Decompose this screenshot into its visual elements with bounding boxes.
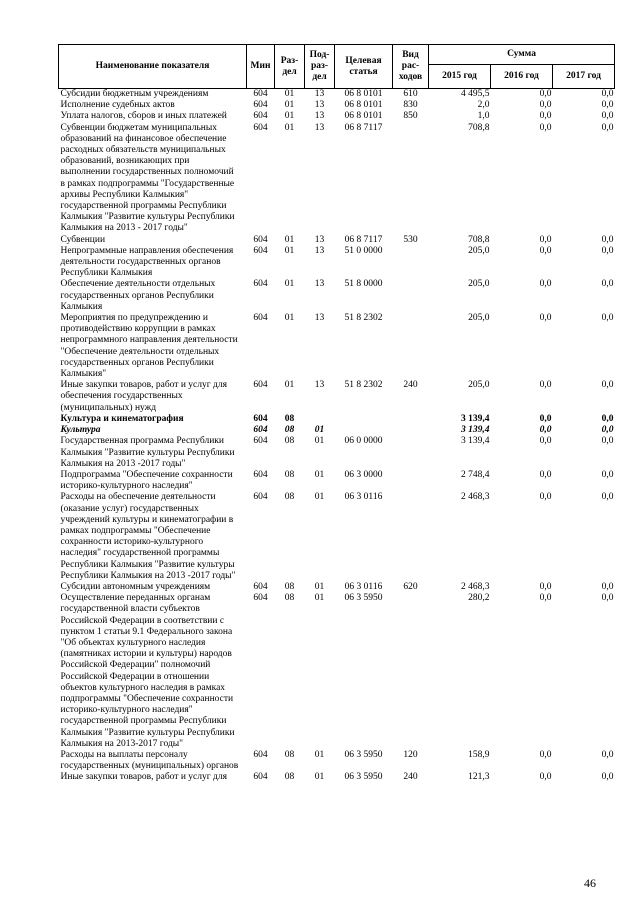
header-summa: Сумма bbox=[429, 45, 615, 65]
row-target: 51 0 0000 bbox=[344, 245, 383, 256]
row-vid: 530 bbox=[403, 234, 418, 245]
row-target: 06 3 5950 bbox=[344, 749, 383, 760]
row-target bbox=[335, 414, 393, 425]
row-sum-2016: 0,0 bbox=[539, 100, 552, 111]
row-name: Подпрограмма "Обеспечение сохранности историко-культурного наследия" bbox=[60, 469, 233, 492]
row-min: 604 bbox=[253, 413, 268, 424]
row-min: 604 bbox=[253, 772, 268, 783]
row-podrazdel: 13 bbox=[314, 245, 325, 256]
header-vid: Вид рас- ходов bbox=[393, 45, 429, 89]
row-razdel: 08 bbox=[284, 581, 295, 592]
row-name: Непрограммные направления обеспечения деятельности государственных органов Республики Калмыкия bbox=[60, 245, 234, 279]
row-sum-2017: 0,0 bbox=[601, 425, 614, 436]
table-row bbox=[59, 772, 615, 783]
row-sum-2015: 2 468,3 bbox=[461, 581, 490, 592]
row-razdel: 01 bbox=[284, 279, 295, 290]
header-2015: 2015 год bbox=[429, 65, 491, 89]
row-sum-2015: 205,0 bbox=[468, 313, 490, 324]
row-target: 06 3 0116 bbox=[344, 581, 383, 592]
page-number: 46 bbox=[584, 876, 596, 890]
row-sum-2017: 0,0 bbox=[601, 89, 614, 99]
row-sum-2016: 0,0 bbox=[539, 413, 552, 424]
row-sum-2015: 205,0 bbox=[468, 279, 490, 290]
header-min: Мин bbox=[247, 45, 275, 89]
table-row bbox=[59, 436, 615, 470]
row-sum-2015: 158,9 bbox=[468, 749, 490, 760]
row-podrazdel: 01 bbox=[314, 425, 325, 436]
row-name: Государственная программа Республики Калмыкия "Развитие культуры Республики Калмыкия на 2013 -2017 годы" bbox=[60, 436, 235, 469]
row-vid: 240 bbox=[403, 772, 418, 783]
row-podrazdel: 01 bbox=[314, 492, 325, 503]
row-sum-2017: 0,0 bbox=[601, 234, 614, 245]
row-name: Расходы на обеспечение деятельности (оказание услуг) государственных учреждений культуры и кинематографии в рамках подпрограммы "Обеспечение сохранности историко-культурного наследия" государственной программы Республики Калмыкия "Развитие культуры Республики Калмыкия на 2013 -2017 годы" bbox=[60, 492, 236, 581]
row-name: Культура и кинематография bbox=[60, 413, 184, 424]
row-name: Субвенции бюджетам муниципальных образований на финансовое обеспечение расходных обязательств муниципальных образований, возникающих при выполнении государственных полномочий в рамках подпрограммы "Государственные архивы Республики Калмыкия" государственной программы Республики Калмыкия "Развитие культуры Республики Калмыкия на 2013 - 2017 годы" bbox=[60, 122, 235, 234]
row-min: 604 bbox=[253, 279, 268, 290]
row-sum-2017: 0,0 bbox=[601, 279, 614, 290]
row-razdel: 08 bbox=[284, 772, 295, 783]
row-razdel: 08 bbox=[284, 469, 295, 480]
table-row bbox=[59, 414, 615, 425]
row-sum-2017: 0,0 bbox=[601, 413, 614, 424]
row-name: Иные закупки товаров, работ и услуг для обеспечения государственных (муниципальных) нужд bbox=[60, 380, 227, 413]
row-sum-2015: 708,8 bbox=[468, 122, 490, 133]
row-vid bbox=[393, 470, 429, 492]
row-razdel: 01 bbox=[284, 100, 295, 111]
table-body bbox=[59, 89, 615, 784]
row-vid bbox=[393, 414, 429, 425]
row-razdel: 01 bbox=[284, 122, 295, 133]
row-sum-2017: 0,0 bbox=[601, 469, 614, 480]
table-row bbox=[59, 279, 615, 313]
row-sum-2017: 0,0 bbox=[601, 492, 614, 503]
row-podrazdel: 01 bbox=[314, 593, 325, 604]
row-target: 06 3 5950 bbox=[344, 593, 383, 604]
row-sum-2015: 2 748,4 bbox=[461, 469, 490, 480]
header-target: Целевая статья bbox=[335, 45, 393, 89]
row-sum-2017: 0,0 bbox=[601, 100, 614, 111]
row-sum-2017: 0,0 bbox=[601, 313, 614, 324]
row-name: Иные закупки товаров, работ и услуг для bbox=[60, 772, 227, 783]
budget-table bbox=[58, 44, 615, 784]
row-razdel: 08 bbox=[284, 749, 295, 760]
row-sum-2017: 0,0 bbox=[601, 380, 614, 391]
row-vid bbox=[393, 246, 429, 280]
row-vid: 610 bbox=[403, 89, 418, 99]
row-min: 604 bbox=[253, 436, 268, 447]
row-min: 604 bbox=[253, 469, 268, 480]
row-sum-2017: 0,0 bbox=[601, 245, 614, 256]
row-sum-2017: 0,0 bbox=[601, 581, 614, 592]
row-vid bbox=[393, 313, 429, 380]
row-vid bbox=[393, 436, 429, 470]
table-row bbox=[59, 593, 615, 750]
row-sum-2017: 0,0 bbox=[601, 749, 614, 760]
row-sum-2017: 0,0 bbox=[601, 593, 614, 604]
row-podrazdel: 13 bbox=[314, 89, 325, 99]
row-razdel: 01 bbox=[284, 313, 295, 324]
row-sum-2017: 0,0 bbox=[601, 122, 614, 133]
header-2016: 2016 год bbox=[491, 65, 553, 89]
row-podrazdel: 13 bbox=[314, 122, 325, 133]
row-vid: 620 bbox=[403, 581, 418, 592]
row-podrazdel: 13 bbox=[314, 279, 325, 290]
row-target: 06 8 0101 bbox=[344, 89, 383, 99]
table-row bbox=[59, 313, 615, 380]
row-min: 604 bbox=[253, 425, 268, 436]
row-podrazdel: 13 bbox=[314, 111, 325, 122]
row-sum-2015: 4 495,5 bbox=[461, 89, 490, 99]
row-sum-2015: 3 139,4 bbox=[461, 413, 490, 424]
row-vid: 240 bbox=[403, 380, 418, 391]
row-min: 604 bbox=[253, 313, 268, 324]
row-name: Субсидии бюджетным учреждениям bbox=[60, 89, 209, 99]
row-target: 06 3 5950 bbox=[344, 772, 383, 783]
row-target: 06 8 0101 bbox=[344, 111, 383, 122]
table-row bbox=[59, 750, 615, 772]
row-sum-2016: 0,0 bbox=[539, 772, 552, 783]
row-sum-2016: 0,0 bbox=[539, 313, 552, 324]
row-vid bbox=[393, 425, 429, 436]
row-target bbox=[335, 425, 393, 436]
row-sum-2016: 0,0 bbox=[539, 245, 552, 256]
row-sum-2016: 0,0 bbox=[539, 581, 552, 592]
row-podrazdel: 01 bbox=[314, 436, 325, 447]
document-page bbox=[58, 44, 614, 784]
row-min: 604 bbox=[253, 749, 268, 760]
row-razdel: 01 bbox=[284, 89, 295, 99]
row-razdel: 08 bbox=[284, 593, 295, 604]
row-target: 51 8 0000 bbox=[344, 279, 383, 290]
row-target: 06 8 7117 bbox=[344, 234, 383, 245]
row-vid bbox=[393, 492, 429, 582]
row-min: 604 bbox=[253, 234, 268, 245]
row-podrazdel: 01 bbox=[314, 581, 325, 592]
row-razdel: 08 bbox=[284, 413, 295, 424]
row-sum-2015: 3 139,4 bbox=[461, 436, 490, 447]
table-row bbox=[59, 470, 615, 492]
row-razdel: 01 bbox=[284, 245, 295, 256]
row-min: 604 bbox=[253, 122, 268, 133]
row-sum-2016: 0,0 bbox=[539, 279, 552, 290]
row-sum-2017: 0,0 bbox=[601, 111, 614, 122]
table-header bbox=[59, 45, 615, 89]
row-podrazdel: 13 bbox=[314, 100, 325, 111]
row-sum-2016: 0,0 bbox=[539, 749, 552, 760]
row-name: Уплата налогов, сборов и иных платежей bbox=[60, 111, 227, 122]
row-target: 51 8 2302 bbox=[344, 380, 383, 391]
row-name: Мероприятия по предупреждению и противодействию коррупции в рамках непрограммного направления деятельности "Обеспечение деятельности отдельных государственных органов Республики Калмыкия" bbox=[60, 313, 238, 380]
row-sum-2015: 2 468,3 bbox=[461, 492, 490, 503]
row-target: 06 8 0101 bbox=[344, 100, 383, 111]
row-name: Осуществление переданных органам государственной власти субъектов Российской Федерации в соответствии с пунктом 1 статьи 9.1 Федерального закона "Об объектах культурного наследия (памятниках истории и культуры) народов Российской Федерации" полномочий Российской Федерации в отношении объектов культурного наследия в рамках подпрограммы "Обеспечение сохранности историко-культурного наследия" государственной программы Республики Калмыкия "Развитие культуры Республики Калмыкия на 2013-2017 годы" bbox=[60, 593, 235, 749]
table-row bbox=[59, 380, 615, 414]
row-vid bbox=[393, 279, 429, 313]
header-2017: 2017 год bbox=[553, 65, 615, 89]
row-sum-2015: 708,8 bbox=[468, 234, 490, 245]
row-sum-2016: 0,0 bbox=[539, 492, 552, 503]
table-row bbox=[59, 100, 615, 111]
row-sum-2016: 0,0 bbox=[539, 469, 552, 480]
row-sum-2016: 0,0 bbox=[539, 122, 552, 133]
row-vid: 850 bbox=[403, 111, 418, 122]
table-row bbox=[59, 425, 615, 436]
row-podrazdel: 13 bbox=[314, 313, 325, 324]
row-name: Исполнение судебных актов bbox=[60, 100, 175, 111]
row-podrazdel: 01 bbox=[314, 749, 325, 760]
row-podrazdel: 01 bbox=[314, 772, 325, 783]
row-sum-2016: 0,0 bbox=[539, 436, 552, 447]
row-podrazdel: 01 bbox=[314, 469, 325, 480]
row-sum-2016: 0,0 bbox=[539, 234, 552, 245]
row-target: 51 8 2302 bbox=[344, 313, 383, 324]
row-sum-2015: 205,0 bbox=[468, 380, 490, 391]
row-podrazdel: 13 bbox=[314, 234, 325, 245]
header-razdel: Раз- дел bbox=[275, 45, 305, 89]
row-sum-2015: 280,2 bbox=[468, 593, 490, 604]
row-sum-2015: 205,0 bbox=[468, 245, 490, 256]
row-sum-2016: 0,0 bbox=[539, 593, 552, 604]
row-target: 06 3 0116 bbox=[344, 492, 383, 503]
row-name: Обеспечение деятельности отдельных государственных органов Республики Калмыкия bbox=[60, 279, 216, 312]
row-podrazdel bbox=[305, 414, 335, 425]
table-row bbox=[59, 246, 615, 280]
table-row bbox=[59, 123, 615, 235]
header-name: Наименование показателя bbox=[59, 45, 247, 89]
row-name: Расходы на выплаты персоналу государственных (муниципальных) органов bbox=[60, 749, 239, 772]
row-sum-2015: 2,0 bbox=[477, 100, 490, 111]
row-name: Субвенции bbox=[60, 234, 106, 245]
table-row bbox=[59, 111, 615, 122]
table-row bbox=[59, 235, 615, 246]
row-target: 06 8 7117 bbox=[344, 122, 383, 133]
row-razdel: 08 bbox=[284, 436, 295, 447]
table-row bbox=[59, 492, 615, 582]
row-sum-2017: 0,0 bbox=[601, 436, 614, 447]
row-sum-2015: 121,3 bbox=[468, 772, 490, 783]
row-min: 604 bbox=[253, 593, 268, 604]
row-sum-2015: 3 139,4 bbox=[461, 425, 490, 436]
row-podrazdel: 13 bbox=[314, 380, 325, 391]
row-vid: 120 bbox=[403, 749, 418, 760]
row-sum-2017: 0,0 bbox=[601, 772, 614, 783]
row-razdel: 01 bbox=[284, 111, 295, 122]
row-razdel: 01 bbox=[284, 234, 295, 245]
row-name: Субсидии автономным учреждениям bbox=[60, 581, 211, 592]
row-vid bbox=[393, 593, 429, 750]
row-target: 06 3 0000 bbox=[344, 469, 383, 480]
row-min: 604 bbox=[253, 581, 268, 592]
row-sum-2016: 0,0 bbox=[539, 380, 552, 391]
row-min: 604 bbox=[253, 492, 268, 503]
row-min: 604 bbox=[253, 100, 268, 111]
row-sum-2016: 0,0 bbox=[539, 425, 552, 436]
table-row bbox=[59, 582, 615, 593]
row-razdel: 01 bbox=[284, 380, 295, 391]
row-sum-2016: 0,0 bbox=[539, 111, 552, 122]
row-min: 604 bbox=[253, 380, 268, 391]
table-row bbox=[59, 89, 615, 101]
row-min: 604 bbox=[253, 245, 268, 256]
row-name: Культура bbox=[60, 425, 101, 436]
row-vid: 830 bbox=[403, 100, 418, 111]
row-sum-2016: 0,0 bbox=[539, 89, 552, 99]
row-target: 06 0 0000 bbox=[344, 436, 383, 447]
row-razdel: 08 bbox=[284, 492, 295, 503]
header-podrazdel: Под- раз- дел bbox=[305, 45, 335, 89]
row-vid bbox=[393, 123, 429, 235]
row-min: 604 bbox=[253, 89, 268, 99]
row-min: 604 bbox=[253, 111, 268, 122]
row-sum-2015: 1,0 bbox=[477, 111, 490, 122]
row-razdel: 08 bbox=[284, 425, 295, 436]
